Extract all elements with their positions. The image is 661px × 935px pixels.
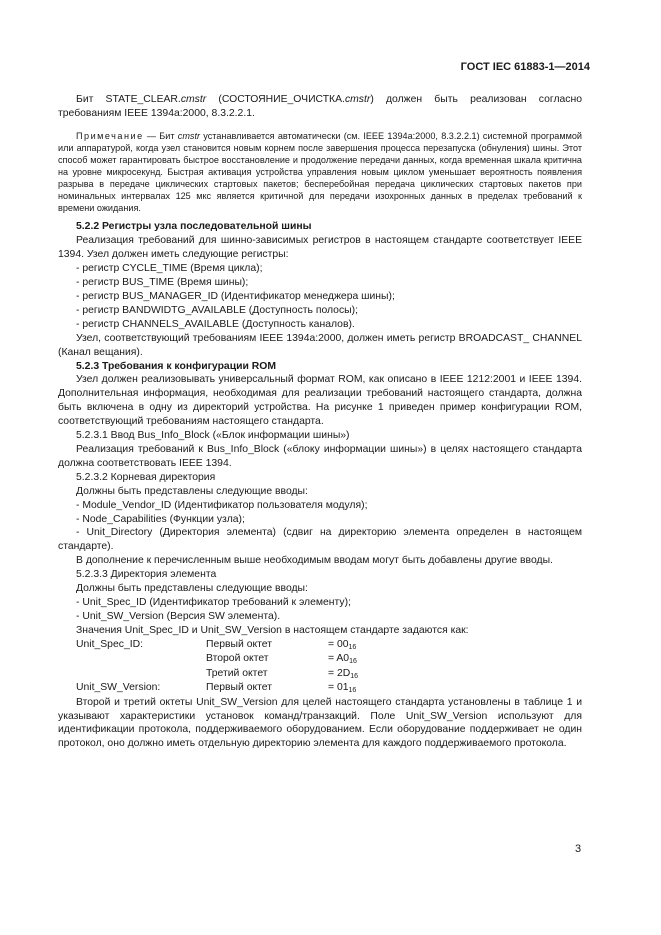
- field-name: Unit_Spec_ID:: [76, 638, 143, 650]
- paragraph-5-2-2-intro: Реализация требований для шинно-зависимых регистров в настоящем стандарте соответствует IEEE 1394. Узел должен иметь следующие регистры:: [58, 235, 582, 261]
- paragraph-5-2-2-broadcast: Узел, соответствующий требованиям IEEE 1394a:2000, должен иметь регистр BROADCAST_ CHANNEL (Канал вещания).: [58, 332, 582, 358]
- paragraph-values-intro: Значения Unit_Spec_ID и Unit_SW_Version в настоящем стандарте задаются как:: [76, 624, 469, 636]
- paragraph-5-2-3-2-intro: Должны быть представлены следующие вводы:: [76, 485, 308, 497]
- paragraph-5-2-3-2-extra: В дополнение к перечисленным выше необходимым вводам могут быть добавлены другие вводы.: [76, 555, 553, 567]
- octet-row: [58, 681, 582, 696]
- list-item: - Module_Vendor_ID (Идентификатор пользователя модуля);: [76, 499, 368, 511]
- octet-value: = $00_{16}$: [328, 638, 357, 651]
- octet-values-table: [58, 638, 582, 696]
- octet-row: [58, 638, 582, 653]
- list-item: - регистр BUS_TIME (Время шины);: [76, 277, 249, 289]
- octet-label: Второй октет: [206, 653, 269, 665]
- heading-5-2-3-2: 5.2.3.2 Корневая директория: [76, 471, 216, 483]
- heading-5-2-3: 5.2.3 Требования к конфигурации ROM: [76, 360, 276, 372]
- heading-5-2-3-1: 5.2.3.1 Ввод Bus_Info_Block («Блок информации шины»): [76, 430, 350, 442]
- page-content: [58, 93, 582, 751]
- paragraph-5-2-3-1: Реализация требований к Bus_Info_Block («блоку информации шины») в целях настоящего стандарта должна соответствовать IEEE 1394.: [58, 443, 582, 469]
- octet-value: = $2D_{16}$: [328, 667, 359, 680]
- octet-row: [58, 667, 582, 682]
- paragraph-5-2-3-3-intro: Должны быть представлены следующие вводы:: [76, 583, 308, 595]
- list-item: - регистр CYCLE_TIME (Время цикла);: [76, 263, 263, 275]
- octet-row: [58, 652, 582, 667]
- list-item: - регистр BUS_MANAGER_ID (Идентификатор менеджера шины);: [76, 291, 395, 302]
- paragraph-sw-version: Второй и третий октеты Unit_SW_Version для целей настоящего стандарта установлены в таблице 1 и указывают характеристики установок команд/транзакций. Поле Unit_SW_Version используют для идентификации протокола, поддерживаемого оборудованием. Если оборудование поддерживает не один протокол, оно должно иметь отдельную директорию элемента для каждого поддерживаемого протокола.: [58, 696, 582, 750]
- octet-value: = $A0_{16}$: [328, 653, 357, 666]
- heading-5-2-3-3: 5.2.3.3 Директория элемента: [76, 569, 217, 581]
- octet-value: = $01_{16}$: [328, 682, 357, 695]
- list-item-unit-directory: - Unit_Directory (Директория элемента) (сдвиг на директорию элемента определен в настоящем стандарте).: [58, 527, 582, 553]
- list-item: - Unit_Spec_ID (Идентификатор требований к элементу);: [76, 596, 351, 608]
- list-item: - Node_Capabilities (Функции узла);: [76, 513, 245, 525]
- note-label: Примечание: [76, 130, 144, 141]
- octet-label: Первый октет: [206, 682, 272, 694]
- page-number: 3: [575, 843, 582, 855]
- list-item: - Unit_SW_Version (Версия SW элемента).: [76, 610, 281, 622]
- field-name: Unit_SW_Version:: [76, 682, 161, 694]
- document-header: ГОСТ IEC 61883-1—2014: [460, 61, 590, 73]
- octet-label: Первый октет: [206, 638, 272, 650]
- list-item: - регистр BANDWIDTG_AVAILABLE (Доступность полосы);: [76, 304, 358, 316]
- paragraph-5-2-3: Узел должен реализовывать универсальный формат ROM, как описано в IEEE 1212:2001 и IEEE 1394. Дополнительная информация, необходимая для реализации требований настоящего стандарта, должна быть включена в одну из директорий устройства. На рисунке 1 приведен пример конфигурации ROM, соответствующий требованиям настоящего стандарта.: [58, 374, 582, 428]
- list-item: - регистр CHANNELS_AVAILABLE (Доступность каналов).: [76, 318, 355, 330]
- note-cmstr: Примечание — Бит cmstr устанавливается автоматически (см. IEEE 1394a:2000, 8.3.2.2.1) системной программой или аппаратурой, когда узел становится новым корнем после завершения процесса перезапуска (обнуления) шины. Этот способ может гарантировать быстрое восстановление и продолжение передачи данных, когда временная шкала критична на уровне микросекунд. Быстрая активация устройства управления новым циклом уменьшает вероятность появления разрыва в передаче циклических стартовых пакетов; бесперебойная передача циклических стартовых пакетов при номинальных интервалах 125 мкс является критичной для передачи изохронных данных в пределах требований к времени ожидания.: [58, 130, 582, 214]
- octet-label: Третий октет: [206, 667, 268, 679]
- heading-5-2-2: 5.2.2 Регистры узла последовательной шины: [76, 221, 312, 233]
- paragraph-state-clear: Бит STATE_CLEAR.cmstr (СОСТОЯНИЕ_ОЧИСТКА.cmstr) должен быть реализован согласно требованиям IEEE 1394a:2000, 8.3.2.2.1.: [58, 94, 583, 119]
